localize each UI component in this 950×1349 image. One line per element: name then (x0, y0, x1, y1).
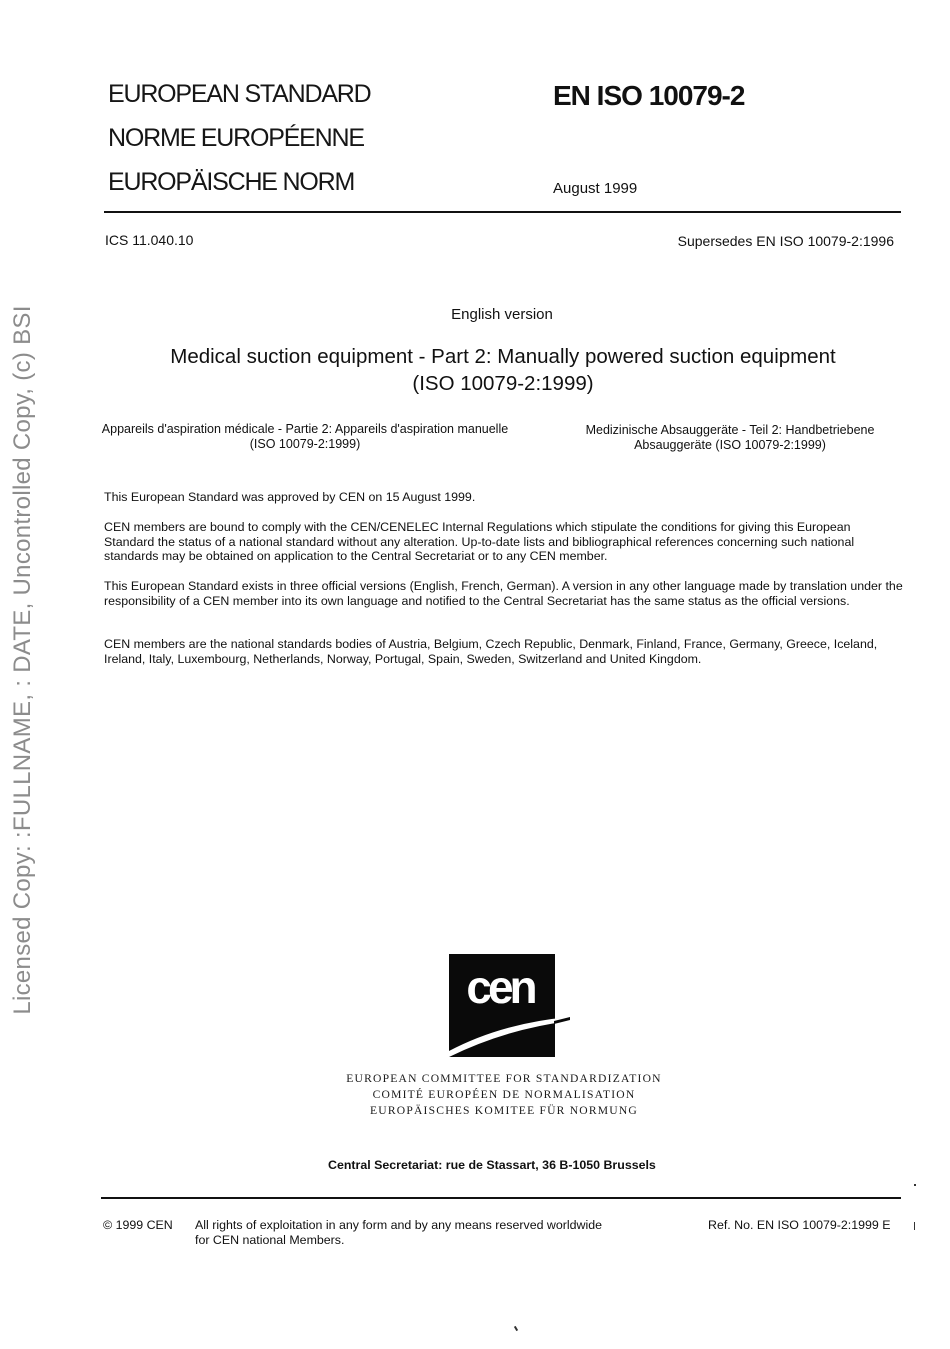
side-watermark: Licensed Copy: :FULLNAME, : DATE, Uncontrolled Copy, (c) BSI (9, 305, 36, 1015)
central-secretariat: Central Secretariat: rue de Stassart, 36 B-1050 Brussels (328, 1158, 656, 1172)
subtitle-german: Medizinische Absauggeräte - Teil 2: Handbetriebene Absauggeräte (ISO 10079-2:1999) (585, 423, 875, 452)
versions-paragraph: This European Standard exists in three official versions (English, French, German). A version in any other language made by translation under the responsibility of a CEN member into its own language and notified to the Central Secretariat has the same status as the official versions. (104, 579, 903, 608)
committee-name-en: EUROPEAN COMMITTEE FOR STANDARDIZATION (346, 1072, 662, 1085)
main-title: Medical suction equipment - Part 2: Manually powered suction equipment (ISO 10079-2:1999) (170, 345, 836, 395)
members-paragraph: CEN members are the national standards bodies of Austria, Belgium, Czech Republic, Denmark, Finland, France, Germany, Greece, Iceland, Ireland, Italy, Luxembourg, Netherlands, Norway, Portugal, Spain, Sweden, Switzerland and United Kingdom. (104, 637, 878, 666)
copyright-notice: © 1999 CEN (103, 1218, 173, 1232)
subtitle-french: Appareils d'aspiration médicale - Partie 2: Appareils d'aspiration manuelle (ISO 10079-2:1999) (101, 422, 509, 451)
committee-name-fr: COMITÉ EUROPÉEN DE NORMALISATION (372, 1088, 636, 1101)
committee-name-de: EUROPÄISCHES KOMITEE FÜR NORMUNG (369, 1104, 639, 1117)
version-label: English version (451, 306, 553, 323)
publication-date: August 1999 (553, 180, 638, 197)
header-title-fr: NORME EUROPÉENNE (108, 124, 364, 152)
header-title-en: EUROPEAN STANDARD (108, 80, 371, 108)
rights-statement: All rights of exploitation in any form and by any means reserved worldwide for CEN national Members. (195, 1218, 603, 1247)
scan-speck (914, 1222, 915, 1230)
header-title-de: EUROPÄISCHE NORM (108, 168, 355, 196)
reference-number: Ref. No. EN ISO 10079-2:1999 E (708, 1218, 891, 1232)
ics-code: ICS 11.040.10 (105, 232, 194, 248)
logo-text: cen (466, 961, 534, 1013)
approval-paragraph: This European Standard was approved by CEN on 15 August 1999. (104, 490, 476, 504)
document-number: EN ISO 10079-2 (553, 80, 745, 111)
supersedes-note: Supersedes EN ISO 10079-2:1996 (677, 233, 894, 249)
cen-logo-icon (446, 951, 570, 1061)
scan-speck (514, 1326, 518, 1331)
regulations-paragraph: CEN members are bound to comply with the CEN/CENELEC Internal Regulations which stipulate the conditions for giving this European Standard the status of a national standard without any alteration. Up-to-date lists and bibliographical references concerning such national standards may be obtained on application to the Central Secretariat or to any CEN member. (104, 520, 855, 564)
footer-divider (101, 1197, 901, 1199)
scan-speck (914, 1184, 916, 1186)
header-divider (104, 211, 901, 213)
